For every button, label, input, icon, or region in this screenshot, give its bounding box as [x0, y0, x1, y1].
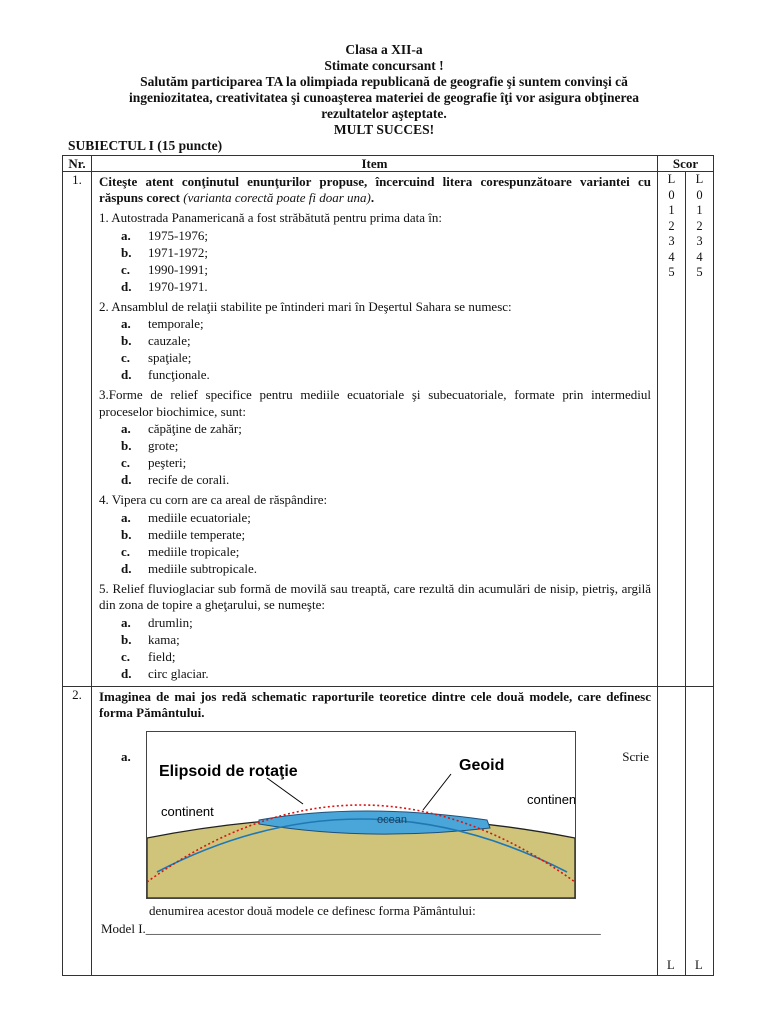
row-number: 2. — [63, 686, 92, 975]
option-letter: c. — [121, 261, 131, 277]
answer-option[interactable] — [121, 614, 651, 631]
option-text: 1970-1971. — [148, 278, 208, 294]
option-list — [121, 315, 651, 383]
score-column-2 — [686, 686, 714, 975]
option-text: 1971-1972; — [148, 244, 208, 260]
option-text: 1975-1976; — [148, 227, 208, 243]
score-value[interactable]: L — [695, 172, 704, 186]
option-list — [121, 614, 651, 682]
table-row — [63, 172, 714, 687]
answer-option[interactable] — [121, 227, 651, 244]
item-cell — [92, 686, 658, 975]
option-list — [121, 420, 651, 488]
score-value[interactable]: 5 — [696, 265, 703, 279]
instruction-text: Citeşte atent conţinutul enunţurilor propuse, încercuind litera corespunzătoare variantei cu răspuns corect — [99, 174, 651, 205]
option-letter: b. — [121, 526, 132, 542]
table-row — [63, 686, 714, 975]
option-text: mediile ecuatoriale; — [148, 509, 251, 525]
option-list — [121, 509, 651, 577]
option-text: field; — [148, 648, 176, 664]
score-value[interactable]: 4 — [696, 249, 703, 264]
option-letter: d. — [121, 367, 132, 382]
intro-line-1: Salutăm participarea TA la olimpiada republicană de geografie şi suntem convinşi că — [140, 74, 628, 89]
diagram-area — [99, 725, 651, 975]
answer-option[interactable] — [121, 332, 651, 349]
option-text: kama; — [148, 631, 180, 647]
option-text: grote; — [148, 438, 179, 453]
item-cell — [92, 172, 658, 687]
option-text: peşteri; — [148, 455, 187, 470]
score-value[interactable]: 4 — [668, 249, 675, 264]
answer-option[interactable] — [121, 244, 651, 261]
score-value[interactable]: 0 — [696, 187, 703, 202]
option-text: căpăţine de zahăr; — [148, 421, 242, 436]
col-nr-header: Nr. — [63, 156, 92, 172]
option-letter: b. — [121, 631, 132, 647]
answer-option[interactable] — [121, 278, 651, 295]
answer-option[interactable] — [121, 261, 651, 278]
ocean-label: ocean — [377, 813, 407, 826]
option-text: 1990-1991; — [148, 261, 208, 277]
question-list — [99, 210, 651, 682]
option-text: recife de corali. — [148, 472, 230, 487]
exam-table — [62, 155, 714, 976]
greeting: Stimate concursant ! — [324, 58, 444, 73]
score-column-1 — [658, 172, 686, 687]
score-L: L — [667, 957, 675, 972]
answer-option[interactable] — [121, 631, 651, 648]
option-text: circ glaciar. — [148, 665, 209, 681]
continent-left-label: continent — [161, 803, 214, 819]
option-text: temporale; — [148, 316, 204, 331]
score-column-2 — [686, 172, 714, 687]
col-score-header: Scor — [658, 156, 714, 172]
option-text: mediile tropicale; — [148, 543, 240, 559]
option-list — [121, 227, 651, 295]
option-letter: c. — [121, 543, 131, 559]
answer-option[interactable] — [121, 648, 651, 665]
option-letter: d. — [121, 560, 132, 576]
option-text: drumlin; — [148, 614, 193, 630]
answer-option[interactable] — [121, 526, 651, 543]
score-column-1 — [658, 686, 686, 975]
option-letter: d. — [121, 665, 132, 681]
intro-line-3: rezultatelor aşteptate. — [321, 106, 447, 121]
answer-option[interactable] — [121, 665, 651, 682]
score-value[interactable]: 0 — [668, 187, 675, 202]
answer-option[interactable] — [121, 349, 651, 366]
answer-option[interactable] — [121, 366, 651, 383]
score-value[interactable]: 5 — [668, 265, 675, 279]
answer-option[interactable] — [121, 437, 651, 454]
intro-line-2: ingeniozitatea, creativitatea şi cunoaşterea materiei de geografie îţi vor asigura obţinerea — [128, 90, 639, 105]
score-value[interactable]: 1 — [696, 203, 703, 217]
option-letter: a. — [121, 614, 131, 630]
instruction — [99, 174, 651, 206]
option-letter: c. — [121, 455, 131, 470]
table-header-row — [63, 156, 714, 172]
task-text: denumirea acestor două modele ce definesc forma Pământului: — [149, 902, 476, 918]
option-text: spaţiale; — [148, 350, 192, 365]
answer-option[interactable] — [121, 560, 651, 577]
earth-shape-figure — [146, 731, 576, 899]
option-letter: b. — [121, 333, 132, 348]
option-letter: a. — [121, 227, 131, 243]
figure-svg — [147, 732, 575, 898]
question-text: 4. Vipera cu corn are ca areal de răspândire: — [99, 492, 328, 507]
question-text: 2. Ansamblul de relaţii stabilite pe întinderi mari în Deşertul Sahara se numesc: — [99, 298, 512, 314]
subitem-a-label: a. — [121, 748, 131, 764]
question-text: 5. Relief fluvioglaciar sub formă de movilă sau treaptă, care rezultă din acumulări de nisip, pietriş, argilă din zona de topire a gheţarului, se numeşte: — [99, 580, 651, 612]
instruction-end: . — [370, 190, 375, 205]
option-text: mediile temperate; — [148, 526, 246, 542]
score-value[interactable]: 2 — [696, 218, 703, 233]
header-block — [0, 42, 768, 138]
answer-option[interactable] — [121, 454, 651, 471]
score-L: L — [695, 957, 703, 972]
score-value[interactable]: 3 — [668, 234, 675, 248]
option-letter: a. — [121, 509, 131, 525]
ellipsoid-label: Elipsoid de rotaţie — [159, 762, 298, 780]
geoid-label: Geoid — [459, 756, 505, 774]
option-letter: d. — [121, 278, 132, 294]
answer-option[interactable] — [121, 543, 651, 560]
option-letter: c. — [121, 648, 131, 664]
option-letter: b. — [121, 244, 132, 260]
option-letter: c. — [121, 350, 131, 365]
score-value[interactable]: L — [667, 172, 676, 186]
option-letter: a. — [121, 421, 131, 436]
score-value[interactable]: 3 — [696, 234, 703, 248]
write-label: Scrie — [622, 748, 649, 764]
option-text: mediile subtropicale. — [148, 560, 258, 576]
model-1-answer-line[interactable]: Model I.______________________________________________________________________ — [101, 920, 601, 936]
instruction-note: (varianta corectă poate fi doar una) — [183, 190, 371, 205]
score-value[interactable]: 1 — [668, 203, 675, 217]
col-item-header: Item — [92, 156, 658, 172]
option-letter: d. — [121, 472, 132, 487]
answer-option[interactable] — [121, 471, 651, 488]
option-text: cauzale; — [148, 333, 191, 348]
answer-option[interactable] — [121, 509, 651, 526]
instruction: Imaginea de mai jos redă schematic raporturile teoretice dintre cele două modele, care definesc forma Pământului. — [99, 688, 651, 720]
row-number: 1. — [63, 172, 92, 687]
option-text: funcţionale. — [148, 367, 210, 382]
class-title: Clasa a XII-a — [345, 42, 423, 57]
subject-title: SUBIECTUL I (15 puncte) — [68, 138, 223, 153]
good-luck: MULT SUCCES! — [333, 122, 435, 137]
answer-option[interactable] — [121, 315, 651, 332]
question-text: 3.Forme de relief specifice pentru mediile ecuatoriale şi subecuatoriale, formate prin intermediul proceselor biochimice, sunt: — [99, 387, 651, 419]
option-letter: b. — [121, 438, 132, 453]
answer-option[interactable] — [121, 420, 651, 437]
score-value[interactable]: 2 — [668, 218, 675, 233]
continent-right-label: continent — [527, 791, 575, 807]
option-letter: a. — [121, 316, 131, 331]
question-text: 1. Autostrada Panamericană a fost străbătută pentru prima data în: — [99, 210, 442, 225]
